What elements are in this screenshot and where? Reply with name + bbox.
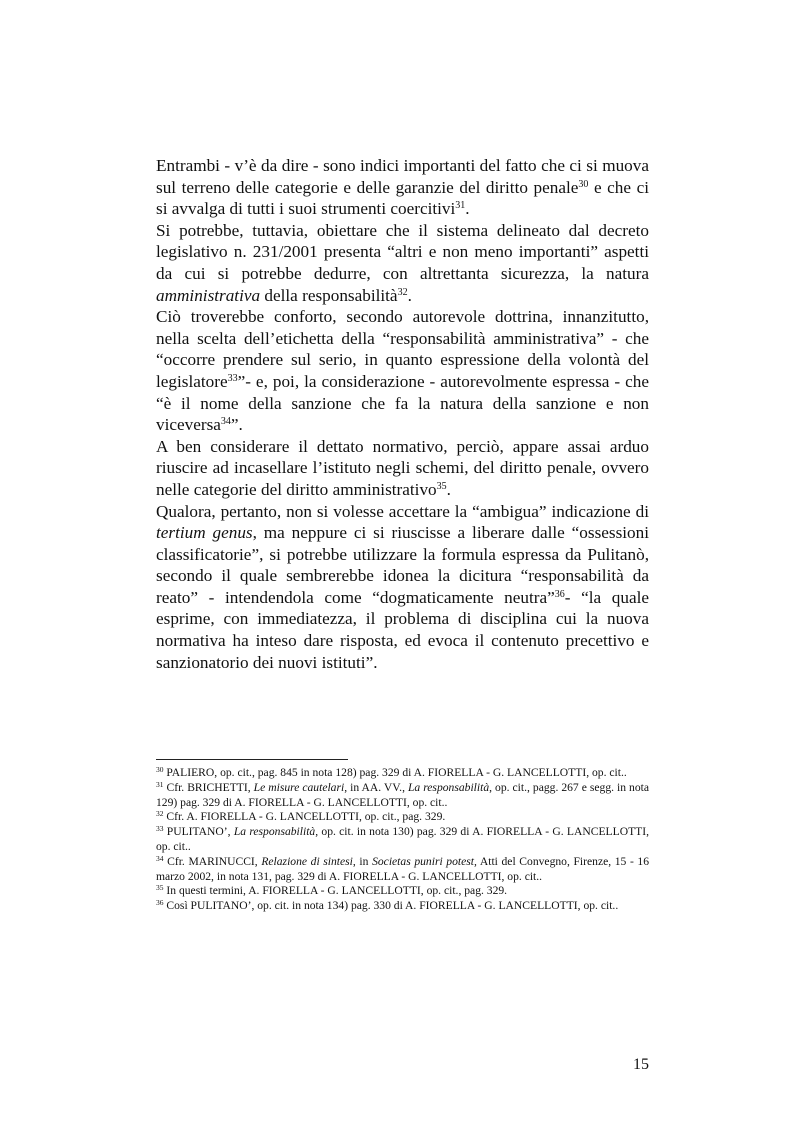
footnote-number: 33 (156, 824, 164, 834)
paragraph-text: ”- e, poi, la considerazione - autorevolmente espressa - che “è il nome della sanzione che fa la natura della sanzione e non viceversa (156, 371, 649, 435)
footnote-ref: 35 (436, 480, 447, 492)
paragraph-text: . (407, 285, 412, 305)
paragraph-text: Qualora, pertanto, non si volesse accettare la “ambigua” indicazione di (156, 501, 649, 521)
body-text (156, 155, 649, 673)
paragraph-4 (156, 436, 649, 501)
footnote-31 (156, 781, 649, 811)
footnote-emphasis: La responsabilità (233, 825, 316, 839)
footnote-text: Cfr. MARINUCCI, (163, 854, 262, 868)
paragraph-text: - “la quale esprime, con immediatezza, il problema di disciplina cui la nuova normativa ha inteso dare risposta, ed evoca il contenuto precettivo e sanzionatorio dei nuovi istituti”. (156, 587, 649, 672)
footnote-ref: 33 (227, 372, 238, 384)
footnote-ref: 32 (397, 286, 408, 298)
footnote-30 (156, 766, 649, 781)
paragraph-text: ”. (230, 415, 243, 435)
footnotes (156, 766, 649, 914)
paragraph-5 (156, 501, 649, 674)
footnote-33 (156, 825, 649, 855)
footnote-text: Atti del Convegno, Firenze, 15 - 16 marzo 2002, in nota 131, pag. 329 di A. FIORELLA - G. LANCELLOTTI, op. cit.. (156, 854, 650, 883)
paragraph-text: Si potrebbe, tuttavia, obiettare che il sistema delineato dal decreto legislativo n. 231/2001 presenta “altri e non meno importanti” aspetti da cui si potrebbe dedurre, con altrettanta sicurezza, la natura (156, 220, 649, 283)
emphasis-text: tertium genus (156, 523, 253, 543)
footnote-emphasis: Societas puniri potest, (372, 854, 477, 868)
page-number: 15 (633, 1056, 649, 1073)
footnote-text: , in (352, 854, 373, 868)
footnote-text: PULITANO’, (163, 825, 234, 839)
footnote-34 (156, 855, 649, 885)
footnote-text: Cfr. BRICHETTI, (163, 780, 254, 794)
paragraph-text: . (446, 479, 451, 499)
footnote-ref: 31 (455, 200, 466, 212)
footnote-emphasis: Le misure cautelari (253, 780, 345, 794)
footnote-number: 34 (156, 853, 164, 863)
footnote-text: , op. cit. in nota 130) pag. 329 di A. FIORELLA - G. LANCELLOTTI, op. cit.. (156, 825, 649, 853)
footnote-32 (156, 810, 649, 825)
footnote-emphasis: Relazione di sintesi (261, 854, 353, 868)
footnote-text: Cfr. A. FIORELLA - G. LANCELLOTTI, op. cit., pag. 329. (163, 810, 446, 824)
footnote-number: 32 (156, 809, 164, 819)
paragraph-text: della responsabilità (260, 285, 398, 305)
footnote-number: 31 (156, 779, 164, 789)
paragraph-text: e che ci si avvalga di tutti i suoi strumenti coercitivi (156, 177, 649, 219)
footnote-ref: 36 (554, 588, 565, 600)
paragraph-text: Ciò troverebbe conforto, secondo autorevole dottrina, innanzitutto, nella scelta dell’etichetta della “responsabilità amministrativa” - che “occorre prendere sul serio, in quanto espressione della volontà del legislatore (156, 307, 649, 391)
footnote-emphasis: La responsabilità (407, 780, 490, 794)
footnote-text: PALIERO, op. cit., pag. 845 in nota 128) pag. 329 di A. FIORELLA - G. LANCELLOTTI, op. cit.. (163, 766, 627, 779)
paragraph-text: A ben considerare il dettato normativo, perciò, appare assai arduo riuscire ad incasellare l’istituto negli schemi, del diritto penale, ovvero nelle categorie del diritto amministrativo (156, 436, 649, 499)
footnote-ref: 34 (220, 416, 231, 428)
footnote-text: In questi termini, A. FIORELLA - G. LANCELLOTTI, op. cit., pag. 329. (163, 884, 508, 898)
paragraph-2 (156, 220, 649, 306)
footnote-35 (156, 884, 649, 899)
paragraph-text: , ma neppure ci si riuscisse a liberare dalle “ossessioni classificatorie”, si potrebbe utilizzare la formula espressa da Pulitanò, secondo il quale sembrerebbe idonea la dicitura “responsabilità da reato” - intendendola come “dogmaticamente neutra” (156, 523, 650, 607)
emphasis-text: amministrativa (156, 285, 261, 305)
paragraph-3 (156, 306, 649, 436)
paragraph-text: Entrambi - v’è da dire - sono indici importanti del fatto che ci si muova sul terreno delle categorie e delle garanzie del diritto penale (156, 156, 649, 197)
paragraph-1 (156, 155, 649, 220)
footnote-number: 35 (156, 883, 164, 893)
paragraph-text: . (465, 199, 470, 219)
footnote-text: , in AA. VV., (344, 780, 408, 794)
footnote-separator (156, 759, 348, 760)
footnote-ref: 30 (578, 178, 589, 190)
footnote-36 (156, 899, 649, 914)
footnote-number: 36 (156, 898, 164, 908)
footnote-text: Così PULITANO’, op. cit. in nota 134) pag. 330 di A. FIORELLA - G. LANCELLOTTI, op. cit.. (163, 899, 619, 913)
footnote-number: 30 (156, 765, 164, 774)
footnote-text: , op. cit., pagg. 267 e segg. in nota 129) pag. 329 di A. FIORELLA - G. LANCELLOTTI, op. cit.. (156, 780, 649, 809)
